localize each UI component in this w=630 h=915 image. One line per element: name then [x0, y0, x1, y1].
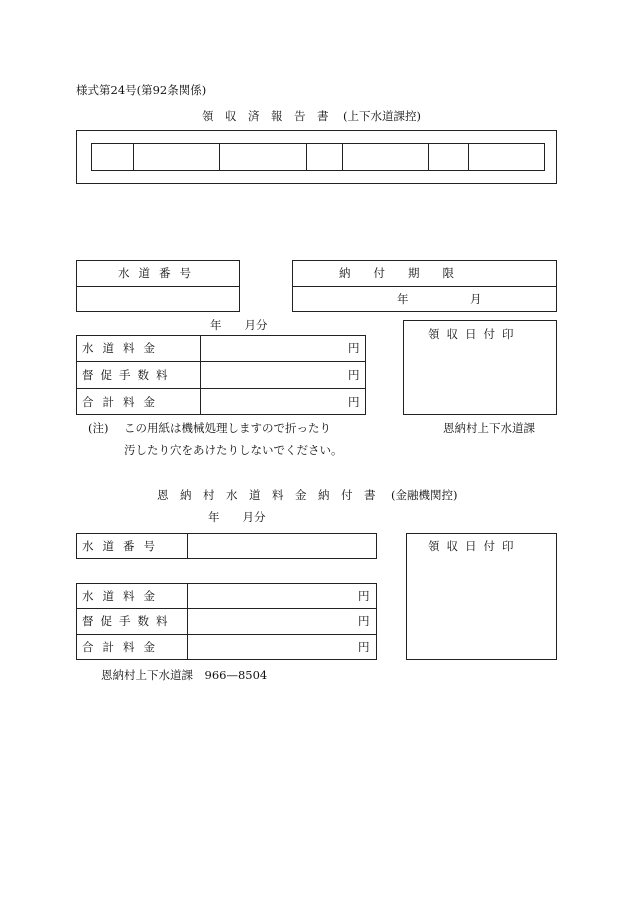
code-divider [428, 143, 429, 171]
slip-amount-row-divider [76, 634, 377, 635]
due-date-label: 納 付 期 限 [339, 266, 454, 280]
slip-amount-col-divider [187, 583, 188, 660]
slip-row-label: 水道料金 [82, 589, 164, 603]
report-row-label: 督促手数料 [82, 368, 175, 382]
due-date-divider [292, 286, 557, 287]
note-line-1: この用紙は機械処理しますので折ったり [124, 421, 331, 435]
payment-period-label: 年 月分 [208, 510, 266, 524]
report-period-label: 年 月分 [210, 318, 268, 332]
report-row-unit: 円 [348, 368, 360, 382]
code-divider [306, 143, 307, 171]
receipt-report-title: 領 収 済 報 告 書 [202, 109, 329, 123]
form-id: 様式第24号(第92条関係) [76, 83, 207, 97]
report-row-label: 合計料金 [82, 395, 164, 409]
report-row-label: 水道料金 [82, 341, 164, 355]
code-cells [91, 143, 545, 171]
slip-row-unit: 円 [358, 640, 370, 654]
slip-amount-row-divider [76, 608, 377, 609]
payment-slip-title: 恩 納 村 水 道 料 金 納 付 書 [157, 488, 376, 502]
water-number-divider [76, 286, 240, 287]
due-year-label: 年 [397, 292, 409, 306]
code-divider [133, 143, 134, 171]
slip-dept-phone: 恩納村上下水道課 966—8504 [101, 668, 268, 682]
slip-water-number-divider [187, 533, 188, 559]
report-dept: 恩納村上下水道課 [443, 421, 535, 435]
payment-slip-copy-label: (金融機関控) [391, 488, 458, 502]
slip-row-label: 督促手数料 [82, 614, 175, 628]
code-divider [468, 143, 469, 171]
code-divider [219, 143, 220, 171]
report-stamp-label: 領収日付印 [428, 327, 521, 341]
slip-row-unit: 円 [358, 589, 370, 603]
due-month-label: 月 [470, 292, 482, 306]
report-amount-col-divider [200, 335, 201, 415]
water-number-label: 水道番号 [118, 266, 200, 280]
report-amount-row-divider [76, 388, 366, 389]
slip-stamp-label: 領収日付印 [428, 539, 521, 553]
note-prefix: (注) [88, 421, 109, 435]
report-row-unit: 円 [348, 395, 360, 409]
note-line-2: 汚したり穴をあけたりしないでください。 [124, 443, 343, 457]
slip-row-unit: 円 [358, 614, 370, 628]
slip-water-number-label: 水道番号 [82, 539, 164, 553]
receipt-report-copy-label: (上下水道課控) [343, 109, 421, 123]
report-amount-row-divider [76, 361, 366, 362]
report-row-unit: 円 [348, 341, 360, 355]
slip-row-label: 合計料金 [82, 640, 164, 654]
code-divider [342, 143, 343, 171]
